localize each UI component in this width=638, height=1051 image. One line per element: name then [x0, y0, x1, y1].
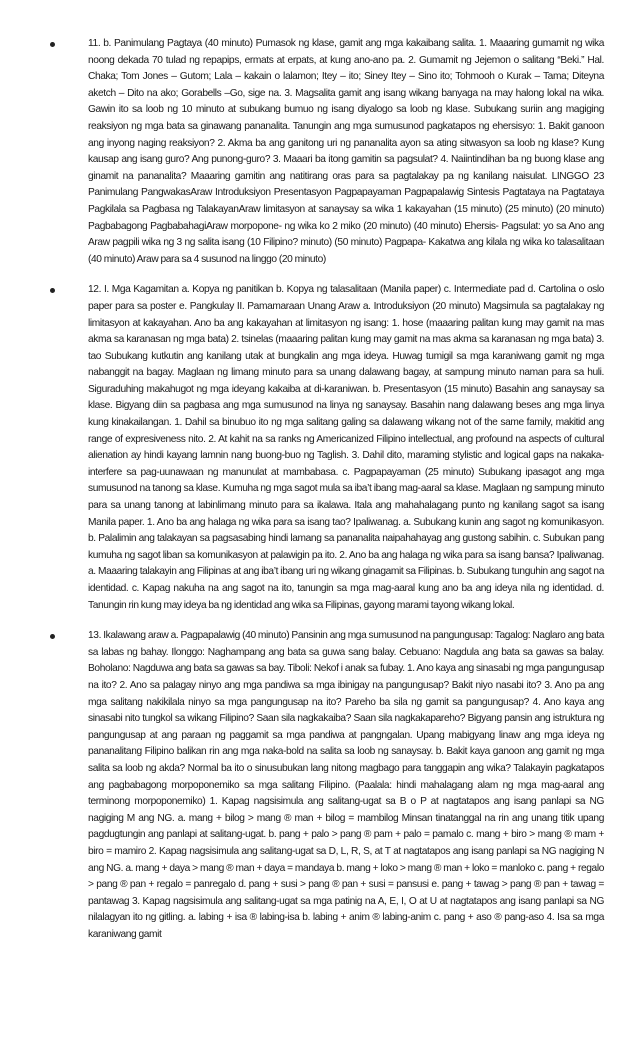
list-item	[50, 628, 604, 943]
list-item	[50, 36, 604, 268]
bullet-icon	[50, 288, 55, 293]
list-item	[50, 282, 604, 614]
paragraph-text: 13. Ikalawang araw a. Pagpapalawig (40 minuto) Pansinin ang mga sumusunod na pangungusap: Tagalog: Naglaro ang bata sa labas ng bahay. Ilonggo: Naghampang ang bata sa guwa sang balay. Cebuano: Nagdula ang bata sa gawas sa balay. Boholano: Nagduwa ang bata sa gawas sa bay. Tiboli: Nekof i anak sa fubay. 1. Ano kaya ang sinasabi ng mga pangungusap na ito? 2. Ano sa palagay ninyo ang mga pandiwa sa mga ibinigay na pangungusap? Bakit niyo nasabi ito? 3. Ano pa ang mga salitang nakikilala ninyo sa mga pangungusap na ito? Pareho ba sila ng gamit sa pangungusap? 4. Ano kaya ang sinasabi nito tungkol sa wikang Filipino? Saan sila nagkakaiba? Saan sila nagkakapareho? Bigyang pansin ang istruktura ng pangungusap at ang paraan ng paggamit sa mga pandiwa at pangngalan. Upang mabigyang linaw ang mga ideya ng pananalitang Filipino balikan rin ang mga naka-bold na salita sa loob ng sanaysay. b. Bakit kaya ganoon ang gamit ng mga salita sa loob ng akda? Normal ba ito o sinusubukan lang nitong magbago para tanggapin ang wika? Talakayin pagkatapos ang pagbabagong morpoponemiko sa mga salitang Filipino. (Paalala: hindi mahalagang alam ng mga mag-aaral ang terminong morpoponemiko) 1. Kapag nagsisimula ang salitang-ugat sa B o P at nagtatapos ang isang panlapi sa NG nagiging M ang NG. a. mang + bilog > mang ® man + bilog = mambilog Minsan tinatanggal na rin ang unang titik upang pagdugtungin ang panlapi at salitang-ugat. b. pang + palo > pang ® pam + palo = pamalo c. mang + biro > mang ® mam + biro = mamiro 2. Kapag nagsisimula ang salitang-ugat sa D, L, R, S, at T at nagtatapos ang isang panlapi sa NG nagiging N ang NG. a. mang + daya > mang ® man + daya = mandaya b. mang + loko > mang ® man + loko = manloko c. pang + regalo > pang ® pan + regalo = panregalo d. pang + susi > pang ® pan + susi = pansusi e. pang + tawag > pang ® pan + tawag = pantawag 3. Kapag nagsisimula ang salitang-ugat sa mga patinig na A, E, I, O at U at nagtatapos ang isang panlapi sa NG nilalagyan ito ng gitling. a. labing + isa ® labing-isa b. labing + anim ® labing-anim c. pang + aso ® pang-aso 4. Isa sa mga karaniwang gamit	[88, 630, 604, 940]
bullet-icon	[50, 634, 55, 639]
bullet-list	[50, 36, 604, 957]
bullet-icon	[50, 42, 55, 47]
paragraph-text: 12. I. Mga Kagamitan a. Kopya ng panitikan b. Kopya ng talasalitaan (Manila paper) c. Intermediate pad d. Cartolina o oslo paper para sa poster e. Pangkulay II. Pamamaraan Unang Araw a. Introduksiyon (20 minuto) Magsimula sa pagtalakay ng limitasyon at kakayahan. Ano ba ang kakayahan at limitasyon ng isang: 1. hose (maaaring palitan kung may gamit na mas akma sa karanasan ng mga bata) 2. tsinelas (maaaring palitan kung may gamit na mas akma sa karanasan ng mga bata) 3. tao Subukang kutkutin ang kanilang utak at bungkalin ang mga ideya. Huwag tumigil sa mga karaniwang gamit ng mga nabanggit na bagay. Maglaan ng limang minuto para sa unang dalawang bagay, at sampung minuto naman para sa huli. Siguraduhing makahugot ng mga ideyang kakaiba at di-karaniwan. b. Presentasyon (15 minuto) Basahin ang sanaysay sa klase. Bigyang diin sa pagbasa ang mga sumusunod na linya ng sanaysay. Basahin nang dalawang beses ang mga linya kung kinakailangan. 1. Dahil sa binubuo ito ng mga salitang galing sa dalawang wikang not of the same family, makitid ang range of expresiveness nito. 2. At kahit na sa ranks ng Americanized Filipino intellectual, ang profound na aspects of cultural alienation ay hindi kayang lamnin nang buong-buo ng Taglish. 3. Dahil dito, maraming stylistic and logical gaps na nakaka-interfere sa pag-uunawaan ng manunulat at mambabasa. c. Pagpapayaman (25 minuto) Subukang ipasagot ang mga sumusunod na tanong sa klase. Kumuha ng mga sagot mula sa iba’t ibang mag-aaral sa klase. Maglaan ng sampung minuto para sa unang tanong at labinlimang minuto para sa ikalawa. Itala ang mahahalagang punto ng kanilang sagot sa isang Manila paper. 1. Ano ba ang halaga ng wika para sa isang tao? Ipaliwanag. a. Subukang kunin ang sagot ng komunikasyon. b. Palalimin ang talakayan sa pagsasabing hindi lamang sa pananalita naipahahayag ang gustong sabihin. c. Subukan pang kumuha ng sagot liban sa komunikasyon at palawigin pa ito. 2. Ano ba ang halaga ng wika para sa isang bansa? Ipaliwanag. a. Maaaring talakayin ang Filipinas at ang iba’t ibang uri ng wikang ginagamit sa Filipinas. b. Subukang tunguhin ang sagot na identidad. c. Kapag nakuha na ang sagot na ito, tanungin sa mga mag-aaral kung ano ba ang ideya nila ng identidad. d. Tanungin rin kung may ideya ba ng identidad ang wika sa Filipinas, gayong marami tayong wikang lokal.	[88, 284, 604, 611]
paragraph-text: 11. b. Panimulang Pagtaya (40 minuto) Pumasok ng klase, gamit ang mga kakaibang salita. 1. Maaaring gumamit ng wika noong dekada 70 tulad ng repapips, ermats at erpats, at kung ano-ano pa. 2. Gumamit ng Jejemon o salitang “Beki.” Hal. Chaka; Tom Jones – Gutom; Lala – kakain o lalamon; Itey – ito; Siney Itey – Sino ito; Tohmooh o Kurak – Tama; Diteyna aketch – Dito na ako; Gorabells –Go, sige na. 3. Magsalita gamit ang isang wikang banyaga na may halong lokal na wika. Gawin ito sa loob ng 10 minuto at subukang bumuo ng isang diyalogo sa loob ng klase. Subukang suriin ang magiging reaksiyon ng mga bata sa ginawang pananalita. Tanungin ang mga sumusunod pagkatapos ng ehersisyo: 1. Bakit ganoon ang inyong naging reaksiyon? 2. Akma ba ang ganitong uri ng pananalita ayon sa ating sitwasyon sa loob ng klase? Kung kausap ang isang guro? Ang punong-guro? 3. Maaari ba itong gamitin sa pagsulat? 4. Naiintindihan ba ng buong klase ang ginamit na pananalita? Maaaring gamitin ang natitirang oras para sa pagtalakay pa ng kanilang naisulat. LINGGO 23 Panimulang PangwakasAraw Introduksiyon Presentasyon Pagpapayaman Pagpapalawig Sintesis Pagtataya na Pagtataya Pagkilala sa Pagbasa ng TalakayanAraw limitasyon at sanaysay sa wika 1 kakayahan (15 minuto) (25 minuto) (20 minuto) Pagbabagong PagbabahagiAraw morpopone- ng wika ko 2 miko (20 minuto) (40 minuto) Ehersis- Pagsulat: yo sa Ano ang Araw pagpili wika ng 3 ng salita isang (10 Filipino? minuto) (50 minuto) Pagpapa- Kakatwa ang kilala ng wika ko talasalitaan (40 minuto) Araw para sa 4 susunod na linggo (20 minuto)	[88, 38, 604, 265]
